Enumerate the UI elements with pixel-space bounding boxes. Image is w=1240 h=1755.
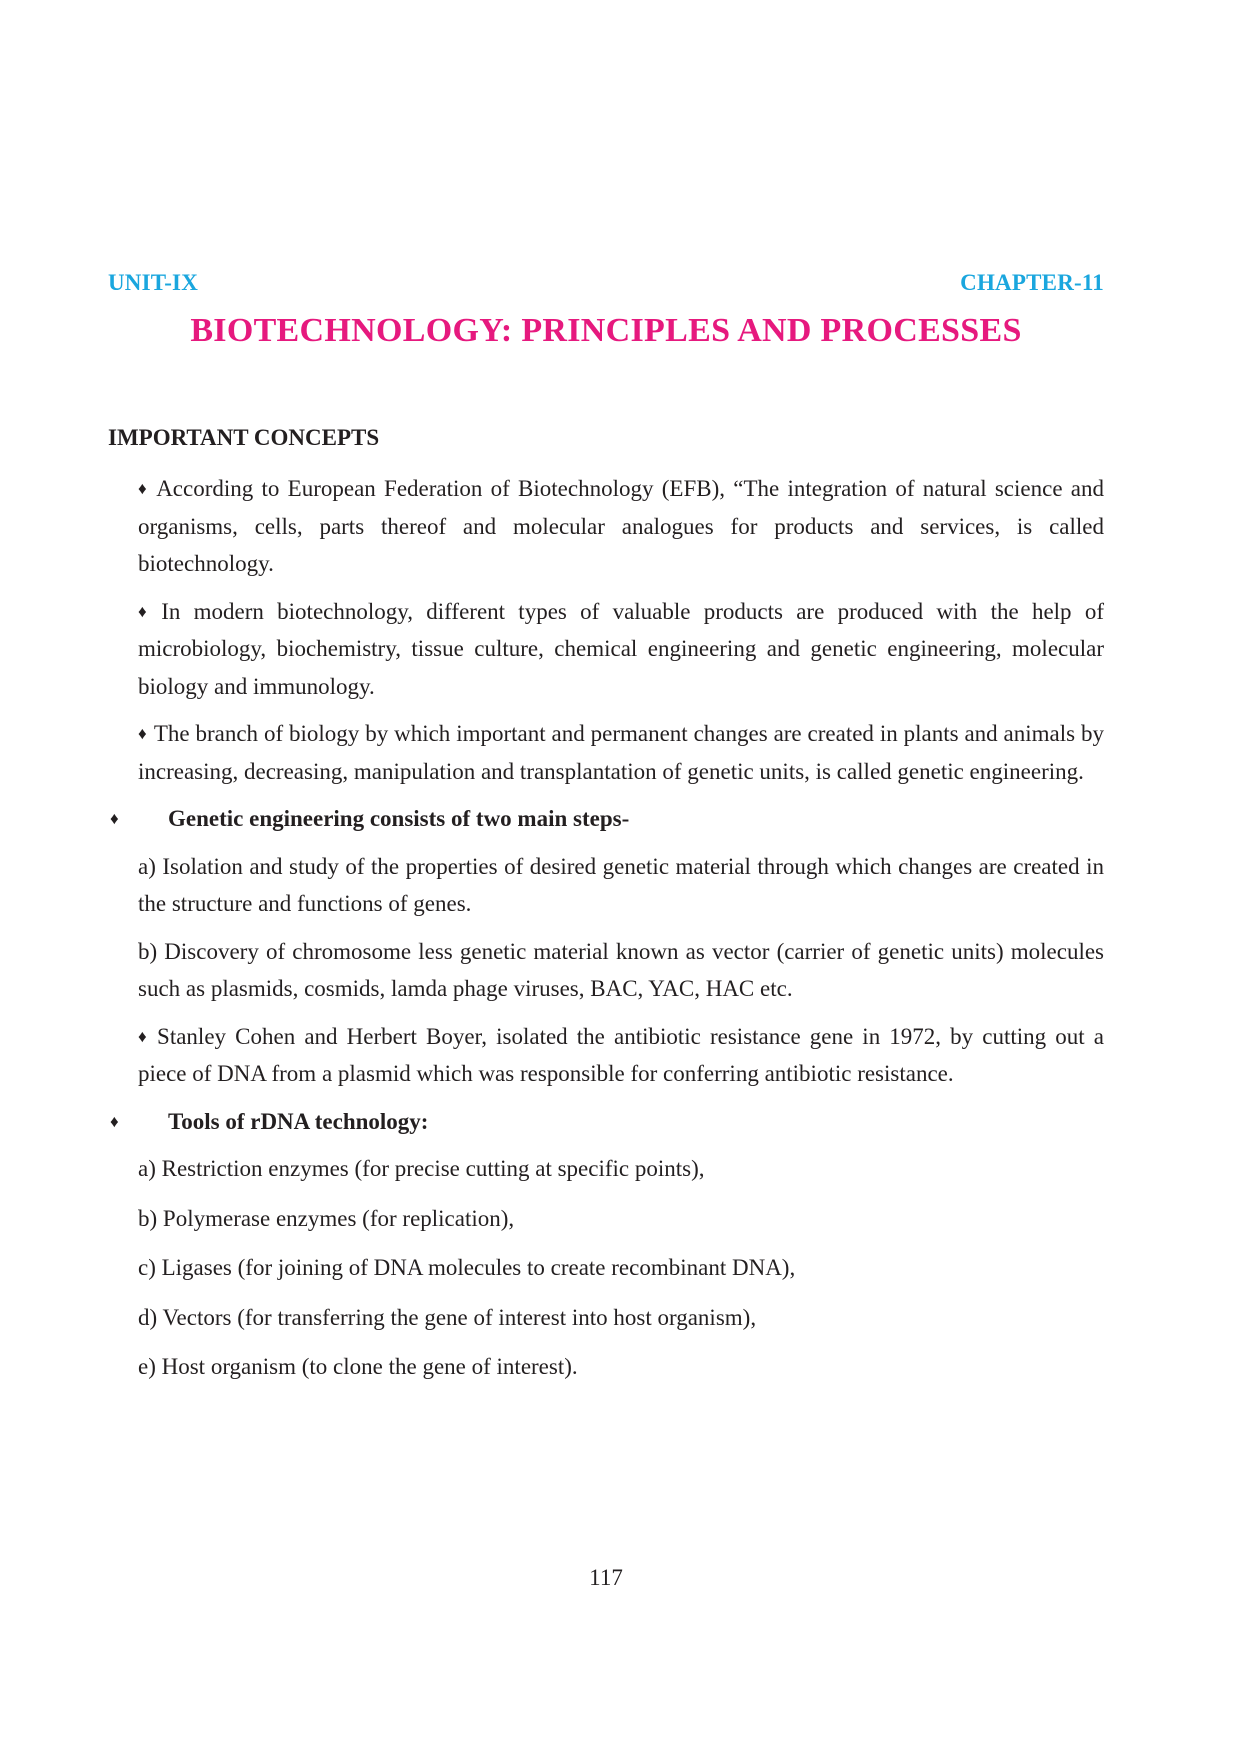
- tool-item: e) Host organism (to clone the gene of interest).: [138, 1354, 578, 1379]
- diamond-bullet-icon: ♦: [110, 1111, 119, 1131]
- section-heading: IMPORTANT CONCEPTS: [108, 425, 380, 450]
- content-body: [108, 470, 1104, 1398]
- diamond-bullet-icon: ♦: [138, 479, 150, 498]
- unit-label: UNIT-IX: [108, 270, 199, 295]
- genetic-steps-heading-text: Genetic engineering consists of two main steps-: [168, 806, 630, 831]
- diamond-bullet-icon: ♦: [138, 601, 155, 621]
- chapter-label: CHAPTER-11: [960, 270, 1104, 295]
- concept-text: The branch of biology by which important and permanent changes are created in plants and animals by increasing, decreasing, manipulation and transplantation of genetic units, is called genetic engineering.: [138, 721, 1104, 784]
- concept-text: According to European Federation of Biotechnology (EFB), “The integration of natural science and organisms, cells, parts thereof and molecular analogues for products and services, is called biotechnology.: [138, 476, 1104, 576]
- document-page: [108, 0, 1104, 1755]
- concept-text: In modern biotechnology, different types of valuable products are produced with the help of microbiology, biochemistry, tissue culture, chemical engineering and genetic engineering, molecular biology and immunology.: [138, 598, 1104, 699]
- tools-heading-text: Tools of rDNA technology:: [168, 1108, 429, 1134]
- concept-paragraph: [138, 593, 1104, 706]
- tools-heading: [108, 1103, 1104, 1141]
- genetic-steps-heading: [108, 800, 1104, 838]
- tool-item: a) Restriction enzymes (for precise cutting at specific points),: [138, 1156, 705, 1181]
- concept-text: Stanley Cohen and Herbert Boyer, isolated the antibiotic resistance gene in 1972, by cutting out a piece of DNA from a plasmid which was responsible for conferring antibiotic resistance.: [138, 1023, 1104, 1086]
- tool-item: d) Vectors (for transferring the gene of interest into host organism),: [138, 1304, 757, 1330]
- diamond-bullet-icon: ♦: [110, 809, 119, 828]
- concept-paragraph: [138, 1018, 1104, 1093]
- chapter-title: BIOTECHNOLOGY: PRINCIPLES AND PROCESSES: [190, 312, 1022, 349]
- genetic-step-item: a) Isolation and study of the properties of desired genetic material through which changes are created in the structure and functions of genes.: [138, 853, 1104, 916]
- diamond-bullet-icon: ♦: [138, 724, 147, 743]
- genetic-step-item: b) Discovery of chromosome less genetic material known as vector (carrier of genetic units) molecules such as plasmids, cosmids, lamda phage viruses, BAC, YAC, HAC etc.: [138, 938, 1104, 1001]
- tool-item: c) Ligases (for joining of DNA molecules to create recombinant DNA),: [138, 1255, 796, 1280]
- page-header: [108, 270, 1104, 302]
- diamond-bullet-icon: ♦: [138, 1026, 151, 1046]
- concept-paragraph: [138, 470, 1104, 583]
- tool-item: b) Polymerase enzymes (for replication),: [138, 1205, 515, 1231]
- concept-paragraph: [138, 715, 1104, 790]
- page-number: 117: [589, 1565, 623, 1590]
